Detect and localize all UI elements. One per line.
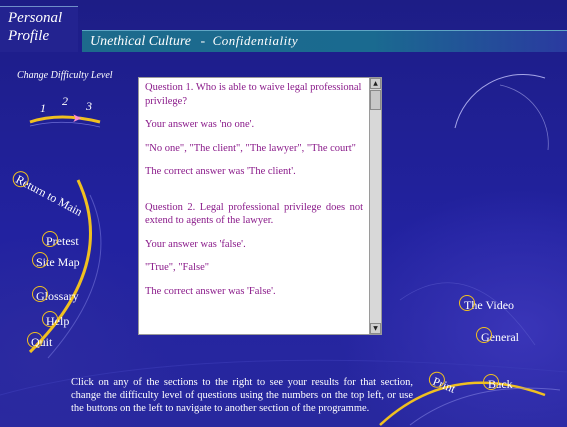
difficulty-level-2[interactable]: 2 [62,94,68,108]
question-1-options: "No one", "The client", "The lawyer", "The court" [145,142,356,154]
subsection-title: Confidentiality [212,33,299,48]
scroll-up-icon[interactable]: ▲ [370,78,381,89]
question-1-text: Question 1. Who is able to waive legal professional privilege? [145,82,362,107]
scroll-down-icon[interactable]: ▼ [370,323,381,334]
back-label: Back [488,377,513,391]
question-1-answer: Your answer was 'no one'. [145,119,255,130]
question-1-correct: The correct answer was 'The client'. [145,166,296,177]
results-panel[interactable] [138,77,382,335]
difficulty-level-3[interactable]: 3 [86,99,92,113]
question-2-options: "True", "False" [145,262,210,273]
results-text [139,78,369,334]
glossary-label: Glossary [36,289,79,303]
return-to-main-label: Return to Main [13,172,85,219]
app-title-line-1: Personal [8,10,63,26]
quit-label: Quit [31,335,53,349]
question-2-text: Question 2. Legal professional privilege does not extend to agents of the lawyer. [145,201,363,226]
general-button[interactable] [481,330,519,344]
site-map-label: Site Map [36,255,80,269]
back-button[interactable] [488,377,513,391]
question-2-answer: Your answer was 'false'. [145,238,246,250]
title-separator: - [200,34,206,49]
difficulty-label: Change Difficulty Level [17,70,113,81]
general-label: General [481,330,519,344]
results-scrollbar[interactable] [369,78,381,334]
pretest-label: Pretest [46,234,79,248]
help-button[interactable] [46,314,69,328]
section-title: Unethical Culture [90,34,191,49]
scroll-thumb[interactable] [370,90,381,110]
print-label: Print [430,374,458,396]
app-title-line-2: Profile [8,28,50,44]
question-2-correct: The correct answer was 'False'. [145,285,276,297]
difficulty-pointer-icon: ➤ [72,111,83,125]
the-video-label: The Video [464,298,515,312]
section-banner [82,30,567,52]
the-video-button[interactable] [464,298,514,312]
difficulty-level-1[interactable]: 1 [40,101,46,115]
app-title [0,6,78,52]
glossary-button[interactable] [36,289,79,303]
instructions-text: Click on any of the sections to the right to see your results for that section, change the difficulty level of questions using the numbers on the top left, or use the buttons on the left to navigate to another section of the programme. [71,377,413,414]
pretest-button[interactable] [46,234,79,248]
quit-button[interactable] [31,335,52,349]
site-map-button[interactable] [36,255,80,269]
help-label: Help [46,314,70,328]
